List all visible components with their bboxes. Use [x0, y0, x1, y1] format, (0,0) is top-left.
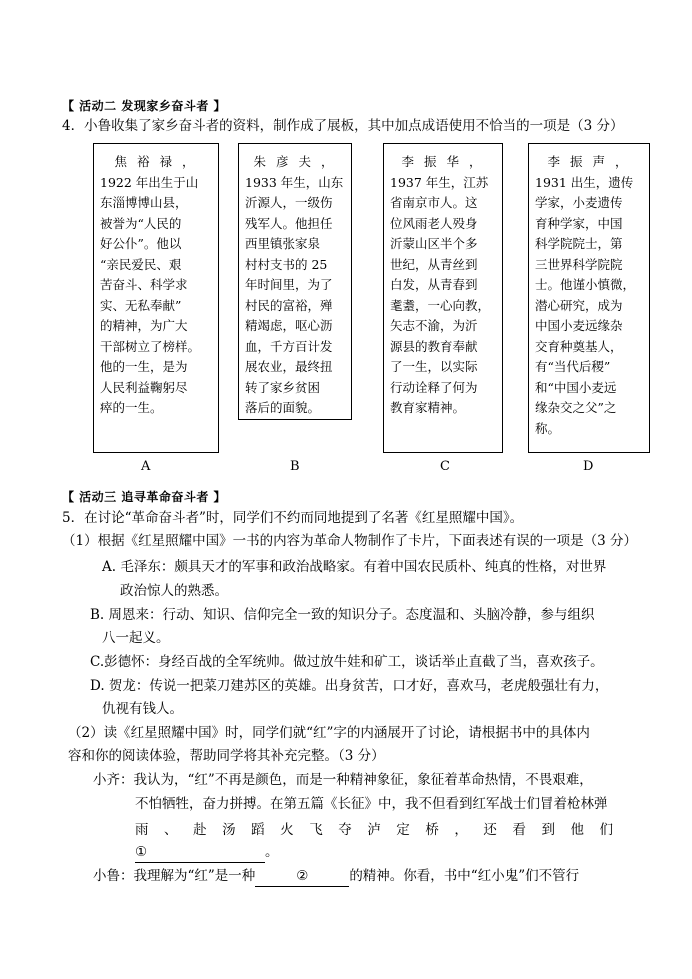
char: 看: [512, 822, 526, 838]
card-label-b: B: [290, 459, 300, 474]
card-name: 朱 彦 夫 ，: [253, 154, 337, 169]
card-line: 沂蒙山区半个多: [390, 236, 478, 251]
blank-1-line: [135, 842, 279, 863]
option-c: C.彭德怀：身经百战的全军统帅。做过放牛娃和矿工，谈话举止直截了当，喜欢孩子。: [90, 654, 604, 670]
answer-blank-2[interactable]: ②: [255, 866, 349, 887]
card-line: 世纪，从青丝到: [390, 256, 478, 272]
xiaoqi-line3: [135, 818, 613, 838]
option-a-line1: A. 毛泽东：颇具天才的军事和政治战略家。有着中国农民质朴、纯真的性格，对世界: [102, 559, 607, 575]
card-line: 有“当代后稷”: [535, 359, 611, 374]
card-line: 血，千方百计发: [245, 338, 333, 354]
card-line: 东淄博博山县，: [100, 195, 188, 210]
option-b-line2: 八一起义。: [102, 630, 170, 646]
xiaolu-text-b: 的精神。你看，书中“红小鬼”们不管行: [349, 868, 580, 884]
char: 火: [280, 822, 294, 838]
card-line: 西里镇张家泉: [245, 236, 321, 251]
activity3-heading: 【 活动三 追寻革命奋斗者 】: [62, 490, 227, 504]
char: 到: [541, 822, 555, 838]
card-label-a: A: [141, 459, 151, 474]
card-line: 缘杂交之父”之: [535, 400, 617, 415]
char: ，: [454, 822, 468, 838]
char: 雨: [135, 822, 149, 838]
card-line: 和“中国小麦远: [535, 379, 617, 395]
card-line: 的精神，为广大: [100, 318, 188, 333]
char: 定: [396, 822, 410, 838]
card-line: 学家，小麦遗传: [535, 195, 623, 210]
card-b: [238, 143, 352, 420]
card-line: 省南京市人。这: [390, 195, 478, 210]
char: 夺: [338, 822, 352, 838]
question-5: 5．在讨论“革命奋斗者”时，同学们不约而同地提到了名著《红星照耀中国》。: [62, 510, 524, 526]
card-line: 他的一生，是为: [100, 359, 188, 374]
card-name: 李 振 华 ，: [401, 154, 485, 169]
card-line: 矢志不渝，为沂: [390, 318, 478, 333]
card-line: 位风雨老人殁身: [390, 215, 478, 231]
card-line: 沂源人，一级伤: [245, 195, 333, 210]
card-line: 行动诠释了何为: [390, 379, 478, 395]
char: 汤: [222, 822, 236, 838]
card-d: [528, 143, 650, 453]
card-line: 精竭虑，呕心沥: [245, 318, 333, 333]
card-line: 白发，从青春到: [390, 277, 478, 292]
card-line: 科学院院士，第: [535, 236, 623, 251]
card-line: 1922 年出生于山: [100, 174, 199, 190]
card-line: 展农业，最终扭: [245, 359, 333, 374]
card-line: 瘁的一生。: [100, 400, 163, 415]
card-lines: [245, 173, 345, 419]
card-line: 转了家乡贫困: [245, 379, 321, 395]
card-line: 三世界科学院院: [535, 256, 623, 272]
card-label-d: D: [583, 459, 594, 474]
xiaolu-line: [93, 866, 579, 887]
card-line: 教育家精神。: [390, 400, 466, 415]
card-line: 村村支书的 25: [245, 256, 328, 272]
char: 赴: [193, 822, 207, 838]
xiaolu-text-a: 小鲁：我理解为“红”是一种: [93, 868, 256, 884]
card-line: 落后的面貌。: [245, 400, 321, 415]
card-name: 李 振 声 ，: [547, 154, 631, 169]
question-4: 4．小鲁收集了家乡奋斗者的资料，制作成了展板，其中加点成语使用不恰当的一项是（3 分）: [62, 118, 624, 134]
card-line: 育种学家，中国: [535, 215, 623, 231]
card-line: 1933 年生，山东: [245, 174, 344, 190]
card-line: 交育种奠基人，: [535, 338, 623, 354]
xiaoqi-line2: 不怕牺牲，奋力拼搏。在第五篇《长征》中，我不但看到红军战士们冒着枪林弹: [135, 796, 608, 812]
card-line: 被誉为“人民的: [100, 215, 182, 231]
card-line: 1931 出生，遗传: [535, 174, 634, 190]
answer-blank-1[interactable]: ①: [135, 842, 265, 863]
card-line: 士。他谨小慎微，: [535, 277, 636, 292]
char: 、: [164, 822, 178, 838]
question-5-2-line2: 容和你的阅读体验，帮助同学将其补充完整。（3 分）: [68, 748, 385, 764]
card-line: “亲民爱民、艰: [100, 256, 182, 272]
card-c: [383, 143, 503, 453]
card-lines: [100, 173, 212, 419]
card-label-c: C: [440, 459, 450, 474]
period: 。: [265, 844, 279, 860]
option-d-line1: D. 贺龙：传说一把菜刀建苏区的英雄。出身贫苦，口才好，喜欢马，老虎般强壮有力，: [90, 678, 609, 694]
char: 飞: [309, 822, 323, 838]
card-a: [93, 143, 219, 453]
xiaoqi-line1: 小齐：我认为，“红”不再是颜色，而是一种精神象征，象征着革命热情，不畏艰难，: [93, 772, 593, 788]
char: 蹈: [251, 822, 265, 838]
question-5-1: （1）根据《红星照耀中国》一书的内容为革命人物制作了卡片，下面表述有误的一项是（3 分）: [62, 533, 637, 549]
option-a-line2: 政治惊人的熟悉。: [120, 583, 228, 599]
card-line: 村民的富裕，殚: [245, 297, 333, 313]
card-line: 潜心研究，成为: [535, 297, 623, 313]
card-lines: [390, 173, 496, 419]
card-line: 中国小麦远缘杂: [535, 318, 623, 333]
card-name: 焦 裕 禄 ，: [114, 154, 198, 169]
char: 桥: [425, 822, 439, 838]
question-5-2-line1: （2）读《红星照耀中国》时，同学们就“红”字的内涵展开了讨论，请根据书中的具体内: [68, 725, 590, 741]
card-lines: [535, 173, 643, 440]
option-d-line2: 仇视有钱人。: [102, 701, 183, 717]
card-line: 苦奋斗、科学求: [100, 277, 188, 292]
char: 泸: [367, 822, 381, 838]
option-b-line1: B. 周恩来：行动、知识、信仰完全一致的知识分子。态度温和、头脑冷静，参与组织: [90, 607, 595, 623]
char: 他: [570, 822, 584, 838]
card-line: 了一生，以实际: [390, 359, 478, 374]
char: 们: [599, 822, 613, 838]
activity2-heading: 【 活动二 发现家乡奋斗者 】: [62, 99, 227, 113]
card-line: 源县的教育奉献: [390, 338, 478, 354]
card-line: 称。: [535, 420, 561, 436]
card-line: 年时间里，为了: [245, 277, 333, 292]
card-line: 残军人。他担任: [245, 215, 333, 231]
card-line: 干部树立了榜样。: [100, 338, 201, 354]
card-line: 1937 年生，江苏: [390, 174, 489, 190]
card-line: 好公仆”。他以: [100, 236, 182, 251]
char: 还: [483, 822, 497, 838]
card-line: 耄耋，一心向教，: [390, 297, 491, 313]
card-line: 人民利益鞠躬尽: [100, 379, 188, 395]
card-line: 实、无私奉献”: [100, 297, 182, 313]
